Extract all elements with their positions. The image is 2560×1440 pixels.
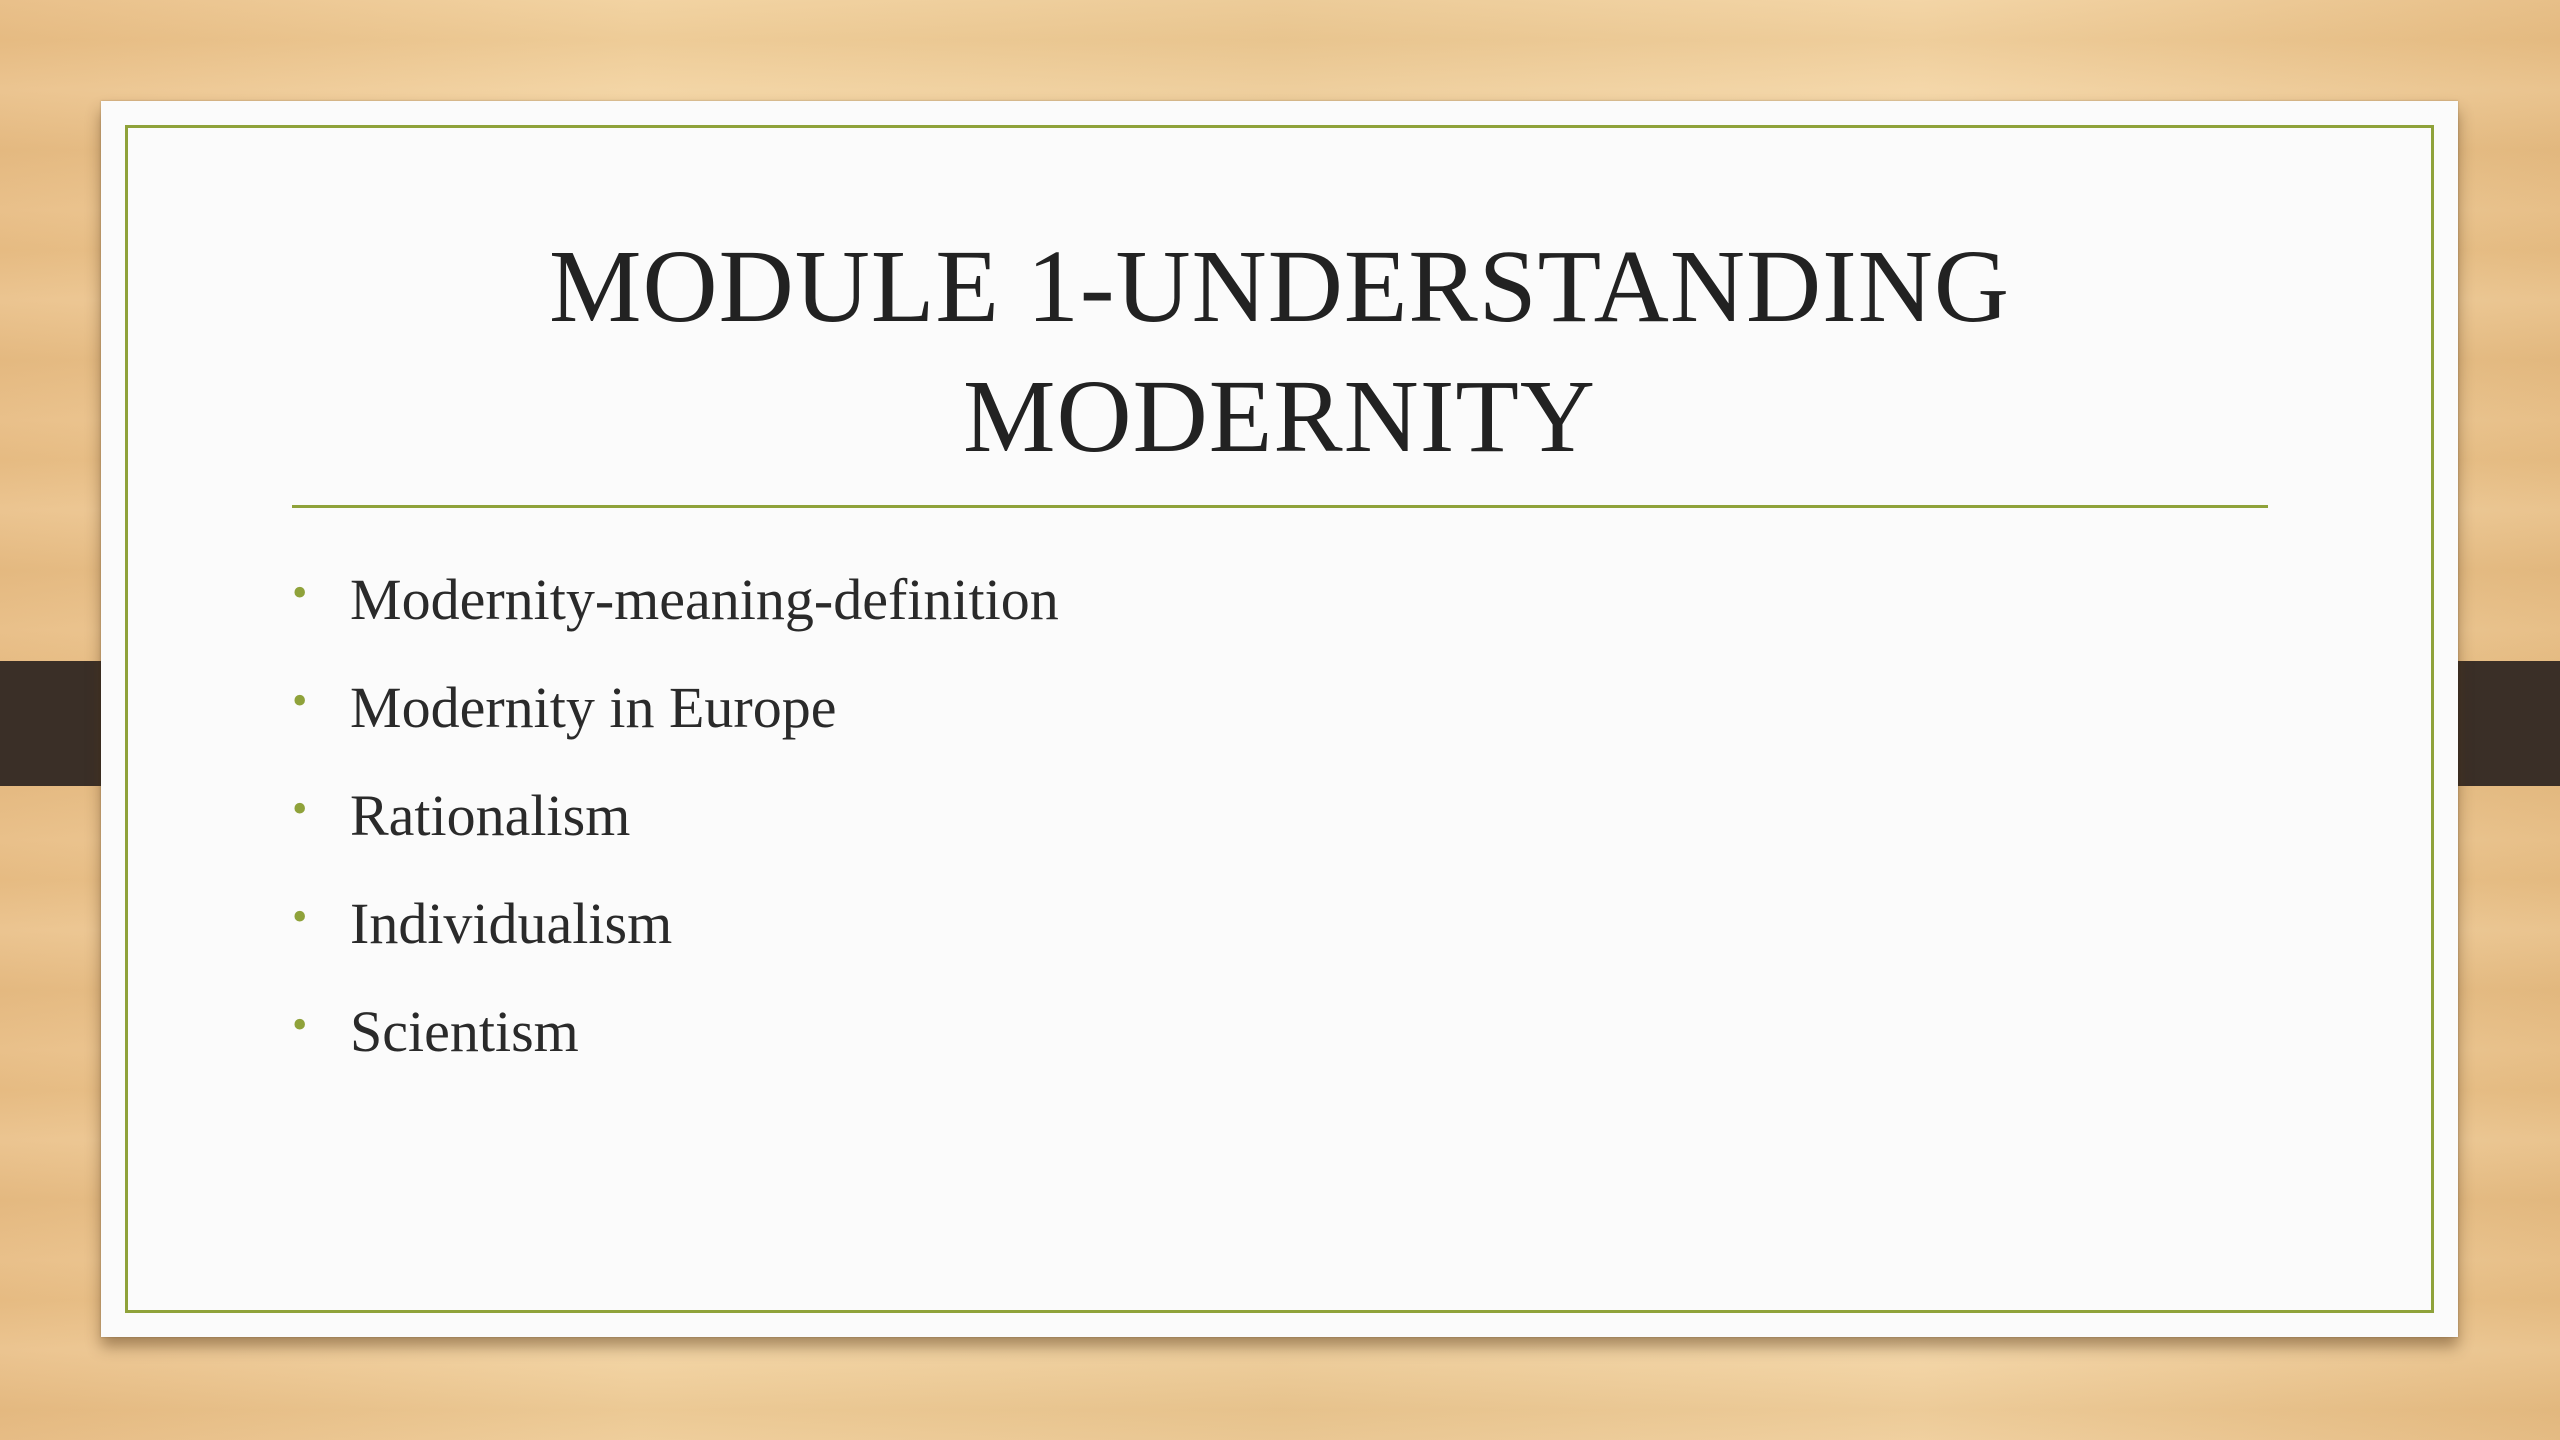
slide-title [101, 222, 2458, 482]
bullet-list [292, 545, 1059, 1085]
bullet-icon: • [292, 1000, 308, 1049]
bullet-icon: • [292, 784, 308, 833]
bullet-item [292, 977, 1059, 1085]
bullet-text: Modernity in Europe [350, 674, 837, 740]
bullet-item [292, 869, 1059, 977]
bullet-text: Scientism [350, 998, 579, 1064]
bullet-text: Modernity-meaning-definition [350, 566, 1059, 632]
bullet-icon: • [292, 568, 308, 617]
bullet-item [292, 545, 1059, 653]
title-line-1: MODULE 1-UNDERSTANDING [549, 229, 2010, 344]
bullet-text: Rationalism [350, 782, 631, 848]
title-line-2: MODERNITY [963, 359, 1596, 474]
bullet-icon: • [292, 892, 308, 941]
bullet-item [292, 761, 1059, 869]
bullet-item [292, 653, 1059, 761]
bullet-icon: • [292, 676, 308, 725]
title-divider [292, 505, 2268, 508]
bullet-text: Individualism [350, 890, 673, 956]
